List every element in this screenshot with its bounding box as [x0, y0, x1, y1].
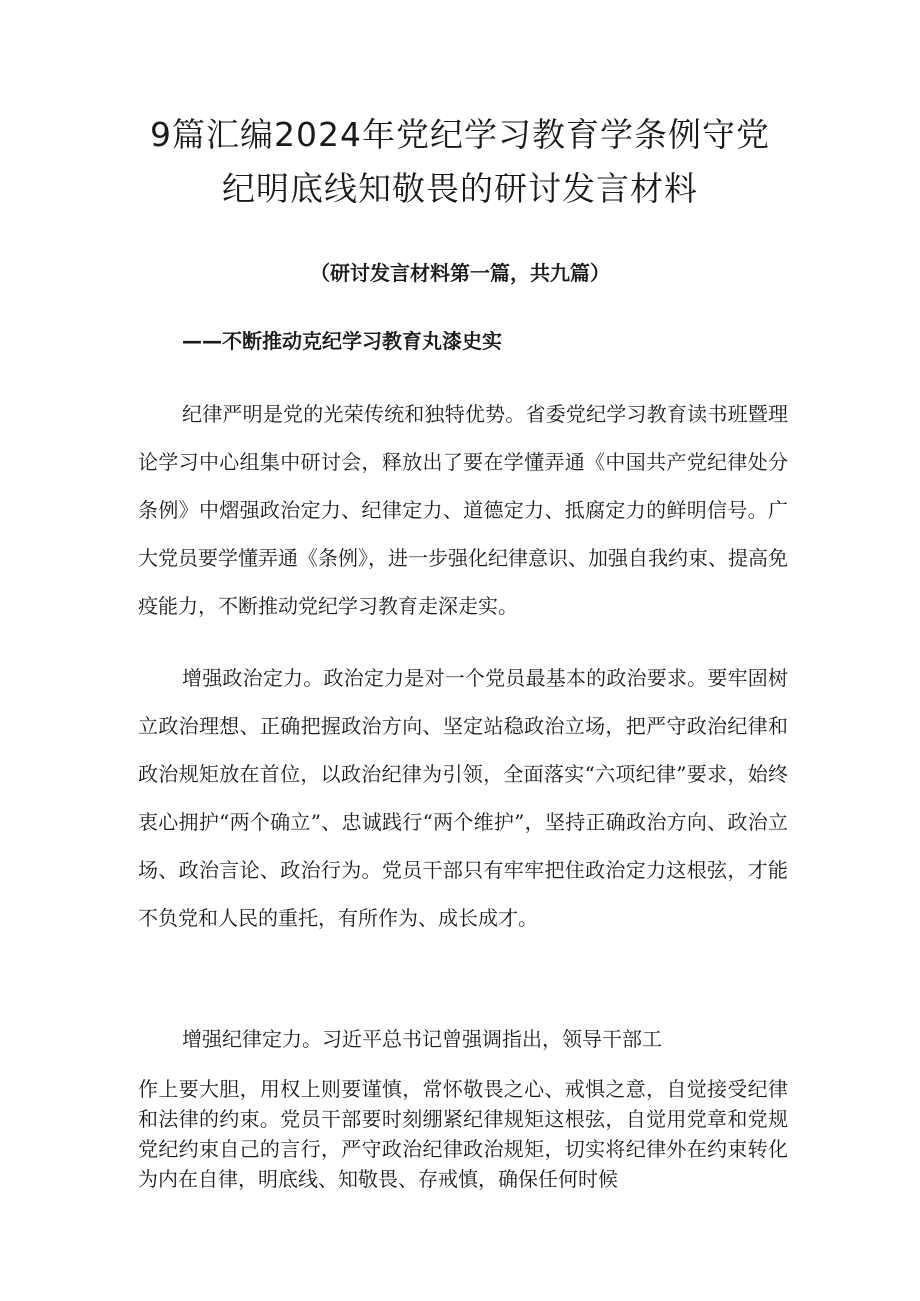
document-title — [100, 108, 820, 216]
section-heading: ——不断推动克纪学习教育丸漆史实 — [182, 329, 502, 353]
paragraph-1: 纪律严明是党的光荣传统和独特优势。省委党纪学习教育读书班暨理论学习中心组集中研讨会，释放出了要在学懂弄通《中国共产党纪律处分条例》中熠强政治定力、纪律定力、道德定力、抵腐定力的鲜明信号。广大党员要学懂弄通《条例》，进一步强化纪律意识、加强自我约束、提高免疫能力，不断推动党纪学习教育走深走实。 — [138, 402, 788, 618]
paragraph-3-continuation: 作上要大胆，用权上则要谨慎，常怀敬畏之心、戒惧之意，自觉接受纪律和法律的约束。党员干部要时刻绷紧纪律规矩这根弦，自觉用党章和党规党纪约束自己的言行，严守政治纪律政治规矩，切实将纪律外在约束转化为内在自律，明底线、知敬畏、存戒慎，确保任何时候 — [138, 1077, 788, 1191]
document-subtitle: （研讨发言材料第一篇，共九篇） — [310, 261, 610, 285]
paragraph-3-first-line: 增强纪律定力。习近平总书记曾强调指出，领导干部工 — [182, 1027, 662, 1051]
paragraph-2: 增强政治定力。政治定力是对一个党员最基本的政治要求。要牢固树立政治理想、正确把握政治方向、坚定站稳政治立场，把严守政治纪律和政治规矩放在首位，以政治纪律为引领，全面落实“六项纪律”要求，始终衷心拥护“两个确立”、忠诚践行“两个维护”，坚持正确政治方向、政治立场、政治言论、政治行为。党员干部只有牢牢把住政治定力这根弦，才能不负党和人民的重托，有所作为、成长成才。 — [138, 666, 788, 930]
title-line-1: 9篇汇编2024年党纪学习教育学条例守党 — [150, 115, 770, 154]
title-line-2: 纪明底线知敬畏的研讨发言材料 — [222, 169, 698, 208]
